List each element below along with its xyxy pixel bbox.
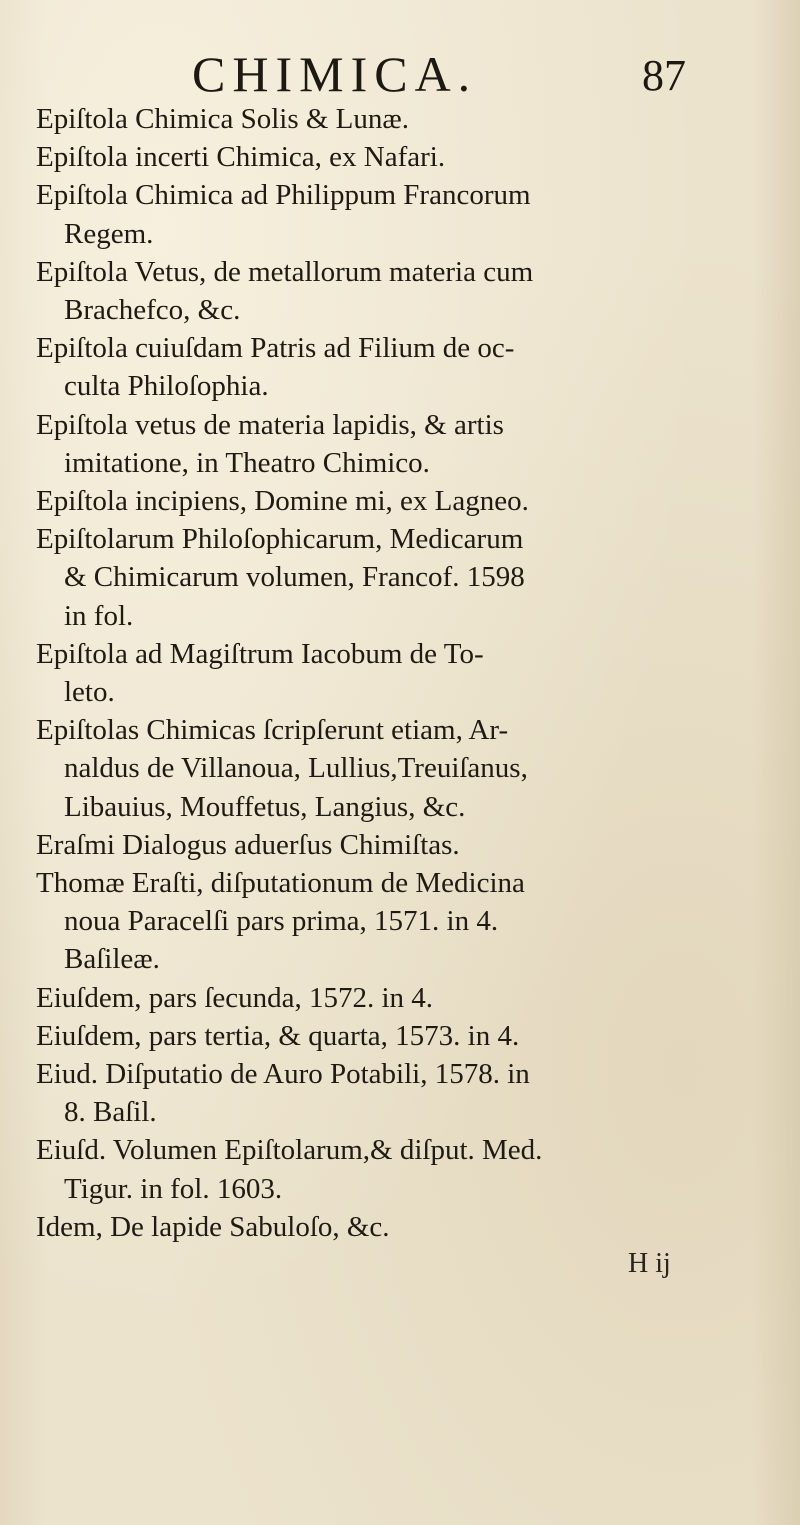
entry-line: Epiſtolas Chimicas ſcripſerunt etiam, Ar-: [36, 714, 509, 747]
entry-continuation-line: Tigur. in fol. 1603.: [64, 1172, 283, 1205]
bibliography-entry: [36, 253, 776, 329]
entry-continuation-line: Regem.: [64, 217, 154, 250]
entry-continuation-line: leto.: [64, 676, 115, 709]
entry-continuation-line: noua Paracelſi pars prima, 1571. in 4.: [64, 905, 499, 938]
entry-line: Eiuſd. Volumen Epiſtolarum,& diſput. Med.: [36, 1134, 543, 1167]
bibliography-entry: [36, 1017, 776, 1055]
signature-mark: H ij: [628, 1248, 671, 1279]
entry-line: Eiuſdem, pars tertia, & quarta, 1573. in 4.: [36, 1019, 520, 1052]
entry-line: Eiuſdem, pars ſecunda, 1572. in 4.: [36, 981, 434, 1014]
bibliography-entry: [36, 482, 776, 520]
entry-continuation-line: 8. Baſil.: [64, 1096, 157, 1129]
running-head: [180, 46, 700, 102]
bibliography-entry: [36, 329, 776, 405]
entry-line: Eiud. Diſputatio de Auro Potabili, 1578. in: [36, 1058, 530, 1091]
bibliography-entry: [36, 711, 776, 826]
entry-line: Epiſtolarum Philoſophicarum, Medicarum: [36, 523, 524, 556]
entry-line: Epiſtola cuiuſdam Patris ad Filium de oc-: [36, 332, 515, 365]
bibliography-entry: [36, 138, 776, 176]
entry-continuation-line: Baſileæ.: [64, 943, 160, 976]
bibliography-entry: [36, 1131, 776, 1207]
bibliography-entry: [36, 1208, 776, 1246]
bibliography-entry: [36, 826, 776, 864]
running-title: CHIMICA.: [192, 46, 478, 102]
entry-continuation-line: & Chimicarum volumen, Francof. 1598: [64, 561, 525, 594]
bibliography-entry: [36, 979, 776, 1017]
entry-line: Epiſtola ad Magiſtrum Iacobum de To-: [36, 637, 484, 670]
bibliography-entry: [36, 864, 776, 979]
entry-continuation-line: Libauius, Mouffetus, Langius, &c.: [64, 790, 466, 823]
entry-line: Epiſtola vetus de materia lapidis, & artis: [36, 408, 504, 441]
entry-continuation-line: culta Philoſophia.: [64, 370, 269, 403]
page-number: 87: [642, 51, 686, 100]
entry-continuation-line: naldus de Villanoua, Lullius,Treuiſanus,: [64, 752, 528, 785]
entry-line: Idem, De lapide Sabuloſo, &c.: [36, 1210, 390, 1243]
entry-continuation-line: imitatione, in Theatro Chimico.: [64, 446, 430, 479]
bibliography-list: [36, 100, 776, 1246]
bibliography-entry: [36, 635, 776, 711]
entry-line: Eraſmi Dialogus aduerſus Chimiſtas.: [36, 828, 460, 861]
entry-line: Epiſtola incipiens, Domine mi, ex Lagneo.: [36, 485, 529, 518]
bibliography-entry: [36, 1055, 776, 1131]
entry-continuation-line: in fol.: [64, 599, 134, 632]
bibliography-entry: [36, 520, 776, 635]
bibliography-entry: [36, 100, 776, 138]
entry-line: Epiſtola incerti Chimica, ex Nafari.: [36, 141, 446, 174]
entry-continuation-line: Brachefco, &c.: [64, 294, 241, 327]
entry-line: Epiſtola Chimica Solis & Lunæ.: [36, 103, 409, 135]
entry-line: Epiſtola Vetus, de metallorum materia cum: [36, 255, 534, 288]
entry-line: Thomæ Eraſti, diſputationum de Medicina: [36, 867, 525, 900]
bibliography-entry: [36, 176, 776, 252]
entry-line: Epiſtola Chimica ad Philippum Francorum: [36, 179, 531, 212]
bibliography-entry: [36, 406, 776, 482]
